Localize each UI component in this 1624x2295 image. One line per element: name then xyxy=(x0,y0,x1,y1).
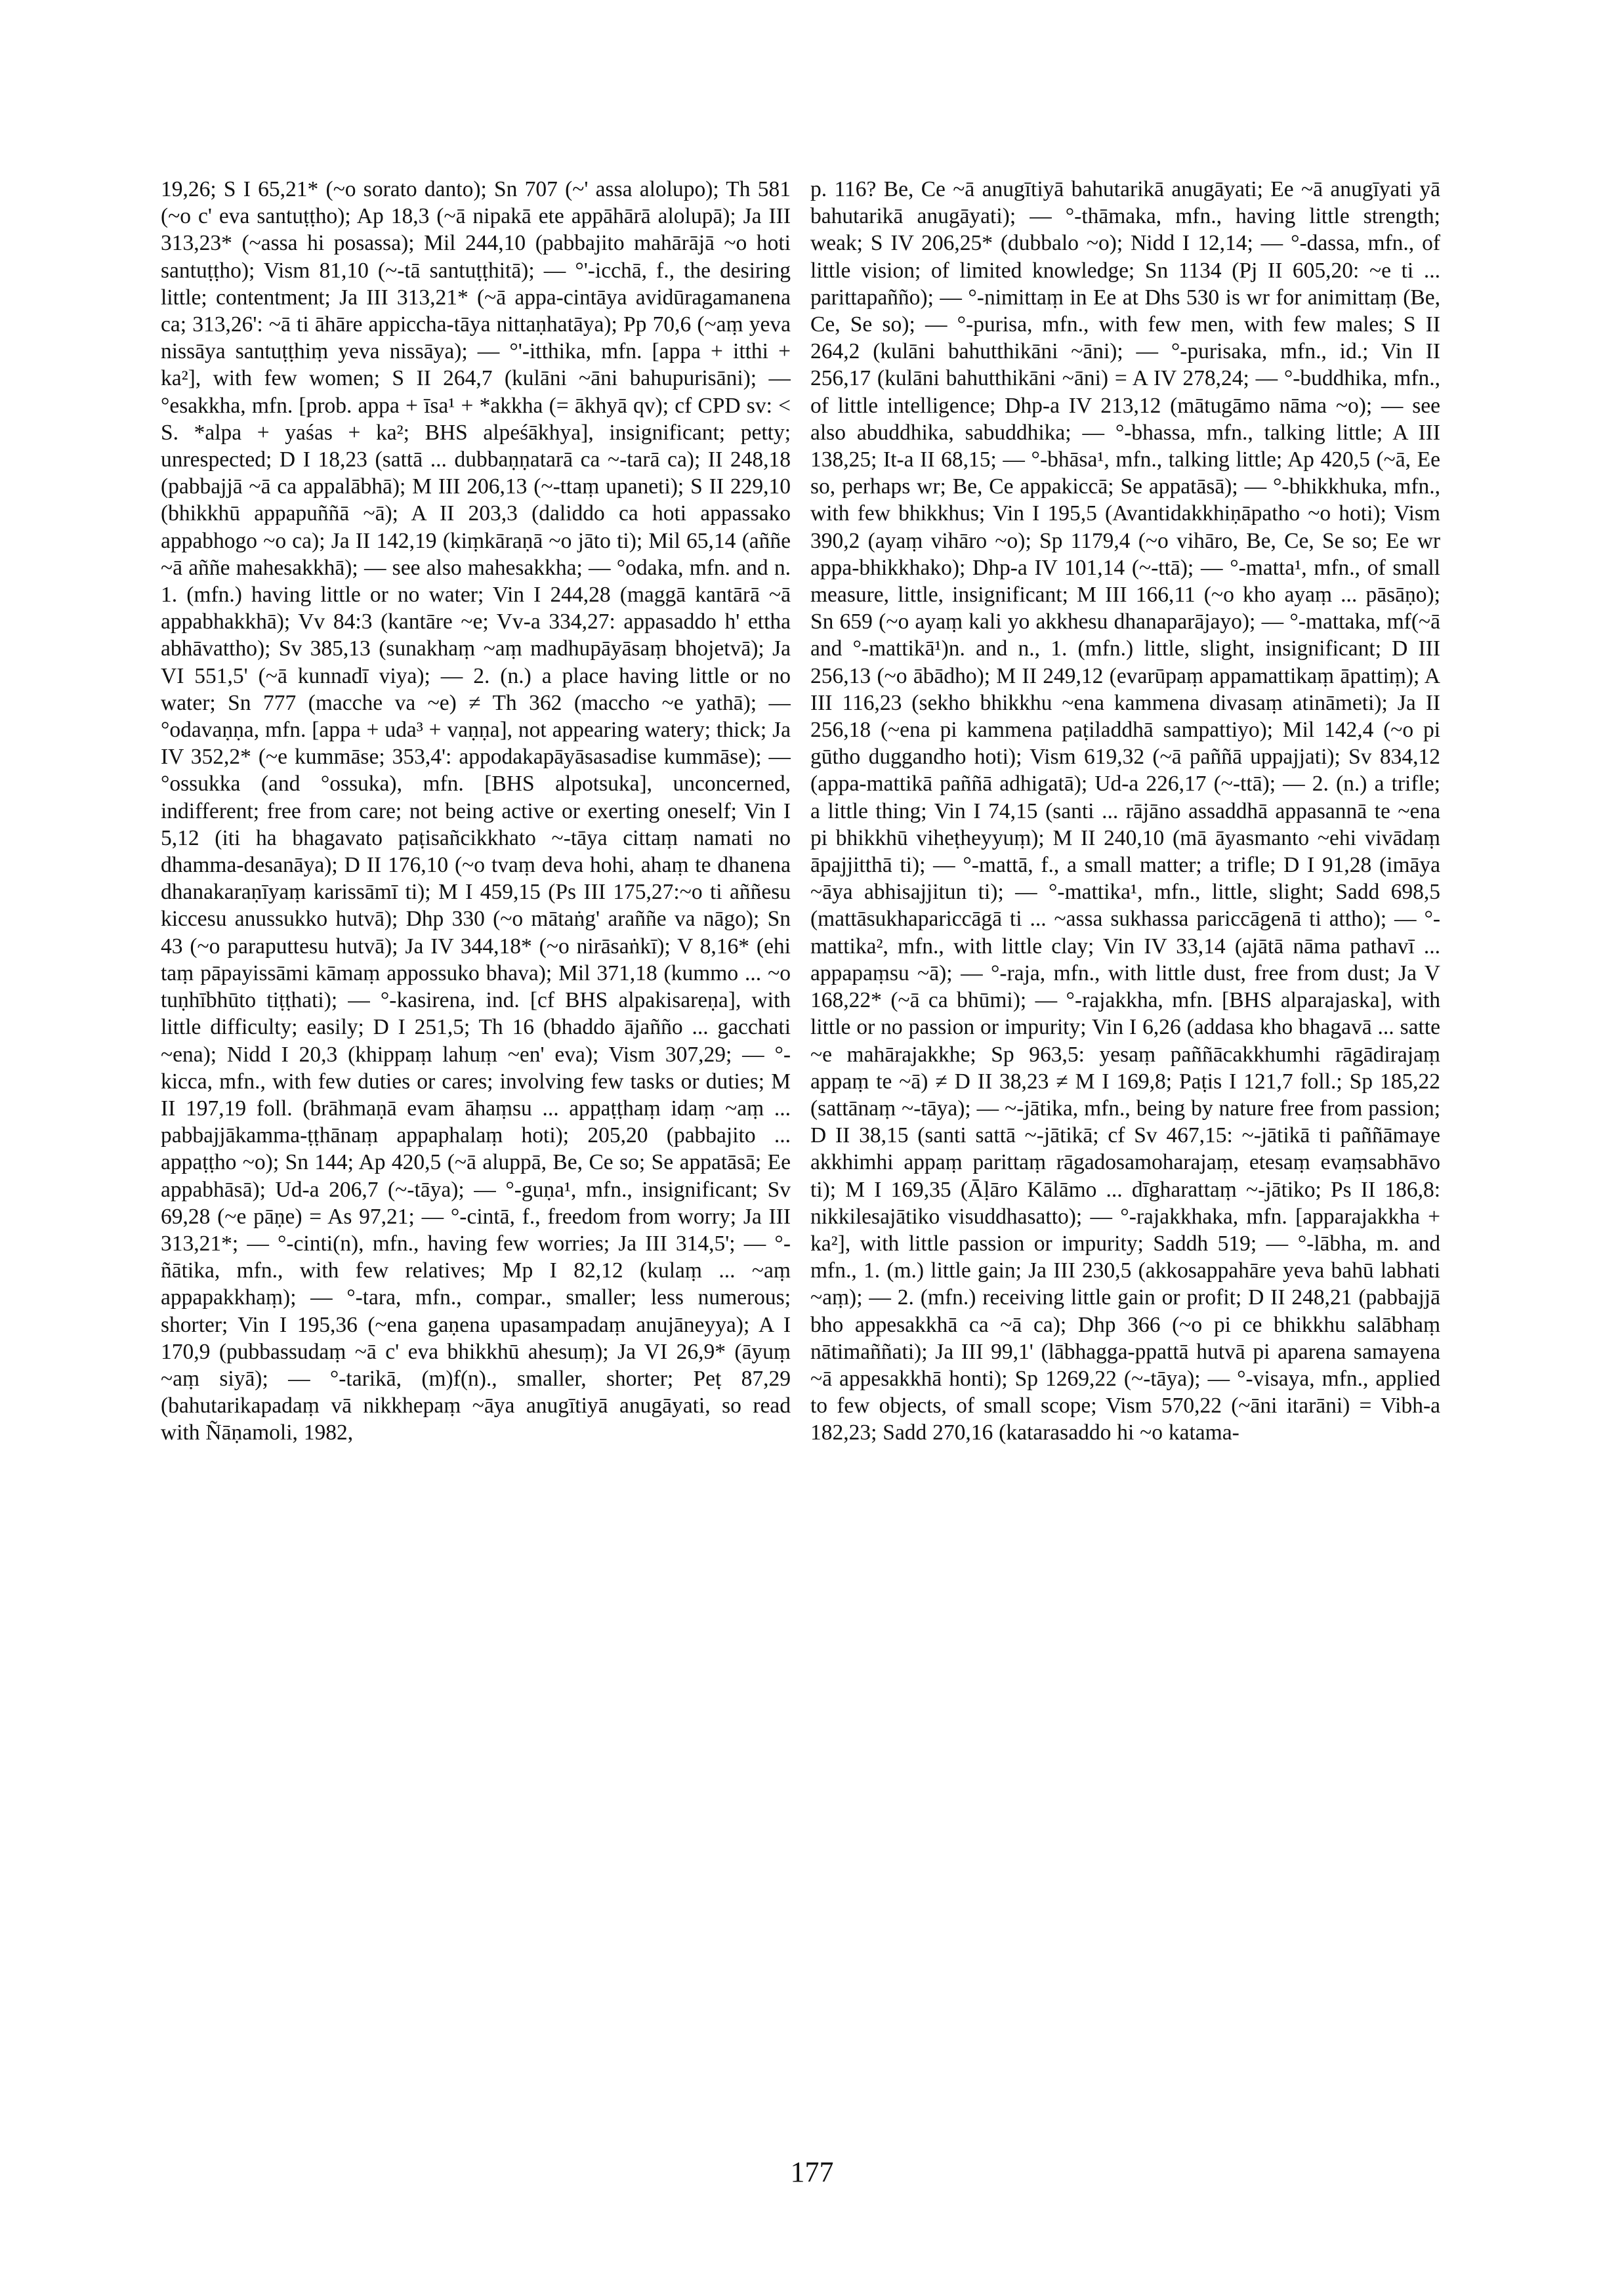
dictionary-column-left xyxy=(161,176,791,2105)
page-number: 177 xyxy=(790,2156,834,2188)
right-column-text: p. 116? Be, Ce ~ā anugītiyā bahutarikā anugāyati; Ee ~ā anugīyati yā bahutarikā anugāyati); — °-thāmaka, mfn., having little strength; weak; S IV 206,25* (dubbalo ~o); Nidd I 12,14; — °-dassa, mfn., of little vision; of limited knowledge; Sn 1134 (Pj II 605,20: ~e ti ... parittapañño); — °-nimittaṃ in Ee at Dhs 530 is wr for animittaṃ (Be, Ce, Se so); — °-purisa, mfn., with few men, with few males; S II 264,2 (kulāni bahutthikāni ~āni); — °-purisaka, mfn., id.; Vin II 256,17 (kulāni bahutthikāni ~āni) = A IV 278,24; — °-buddhika, mfn., of little intelligence; Dhp-a IV 213,12 (mātugāmo nāma ~o); — see also abuddhika, sabuddhika; — °-bhassa, mfn., talking little; A III 138,25; It-a II 68,15; — °-bhāsa¹, mfn., talking little; Ap 420,5 (~ā, Ee so, perhaps wr; Be, Ce appakiccā; Se appatāsā); — °-bhikkhuka, mfn., with few bhikkhus; Vin I 195,5 (Avantidakkhiṇāpatho ~o hoti); Vism 390,2 (ayaṃ vihāro ~o); Sp 1179,4 (~o vihāro, Be, Ce, Se so; Ee wr appa-bhikkhako); Dhp-a IV 101,14 (~-ttā); — °-matta¹, mfn., of small measure, little, insignificant; M III 166,11 (~o kho ayaṃ ... pāsāṇo); Sn 659 (~o ayaṃ kali yo akkhesu dhanaparājayo); — °-mattaka, mf(~ā and °-mattikā¹)n. and n., 1. (mfn.) little, slight, insignificant; D III 256,13 (~o ābādho); M II 249,12 (evarūpaṃ appamattikaṃ āpattiṃ); A III 116,23 (sekho bhikkhu ~ena kammena divasaṃ atināmeti); Ja II 256,18 (~ena pi kammena paṭiladdhā sampattiyo); Mil 142,4 (~o pi gūtho duggandho hoti); Vism 619,32 (~ā paññā uppajjati); Sv 834,12 (appa-mattikā paññā adhigatā); Ud-a 226,17 (~-ttā); — 2. (n.) a trifle; a little thing; Vin I 74,15 (santi ... rājāno assaddhā appasannā te ~ena pi bhikkhū viheṭheyyuṃ); M II 240,10 (mā āyasmanto ~ehi vivādaṃ āpajjitthā ti); — °-mattā, f., a small matter; a trifle; D I 91,28 (imāya ~āya abhisajjitun ti); — °-mattika¹, mfn., little, slight; Sadd 698,5 (mattāsukhapariccāgā ti ... ~assa sukhassa pariccāgenā ti attho); — °-mattika², mfn., with little clay; Vin IV 33,14 (ajātā nāma pathavī ... appapaṃsu ~ā); — °-raja, mfn., with little dust, free from dust; Ja V 168,22* (~ā ca bhūmi); — °-rajakkha, mfn. [BHS alparajaska], with little or no passion or impurity; Vin I 6,26 (addasa kho bhagavā ... satte ~e mahārajakkhe; Sp 963,5: yesaṃ paññācakkhumhi rāgādirajaṃ appaṃ te ~ā) ≠ D II 38,23 ≠ M I 169,8; Paṭis I 121,7 foll.; Sp 185,22 (sattānaṃ ~-tāya); — ~-jātika, mfn., being by nature free from passion; D II 38,15 (santi sattā ~-jātikā; cf Sv 467,15: ~-jātikā ti paññāmaye akkhimhi appaṃ parittaṃ rāgadosamoharajaṃ, etesaṃ evaṃsabhāvo ti); M I 169,35 (Āḷāro Kālāmo ... dīgharattaṃ ~-jātiko; Ps II 186,8: nikkilesajātiko visuddhasatto); — °-rajakkhaka, mfn. [apparajakkha + ka²], with little passion or impurity; Saddh 519; — °-lābha, m. and mfn., 1. (m.) little gain; Ja III 230,5 (akkosappahāre yeva bahū labhati ~aṃ); — 2. (mfn.) receiving little gain or profit; D II 248,21 (pabbajjā bho appesakkhā ca ~ā ca); Dhp 366 (~o pi ce bhikkhu salābhaṃ nātimaññati); Ja III 99,1' (lābhagga-ppattā hutvā pi aparena samayena ~ā appesakkhā honti); Sp 1269,22 (~-tāya); — °-visaya, mfn., applied to few objects, of small scope; Vism 570,22 (~āni itarāni) = Vibh-a 182,23; Sadd 270,16 (katarasaddo hi ~o katama- xyxy=(810,177,1440,1445)
dictionary-column-right xyxy=(810,176,1440,2105)
left-column-text: 19,26; S I 65,21* (~o sorato danto); Sn 707 (~' assa alolupo); Th 581 (~o c' eva santuṭṭho); Ap 18,3 (~ā nipakā ete appāhārā alolupā); Ja III 313,23* (~assa hi posassa); Mil 244,10 (pabbajito mahārājā ~o hoti santuṭṭho); Vism 81,10 (~-tā santuṭṭhitā); — °'-icchā, f., the desiring little; contentment; Ja III 313,21* (~ā appa-cintāya avidūragamanena ca; 313,26': ~ā ti āhāre appiccha-tāya nittaṇhatāya); Pp 70,6 (~aṃ yeva nissāya santuṭṭhiṃ yeva nissāya); — °'-itthika, mfn. [appa + itthi + ka²], with few women; S II 264,7 (kulāni ~āni bahupurisāni); — °esakkha, mfn. [prob. appa + īsa¹ + *akkha (= ākhyā qv); cf CPD sv: < S. *alpa + yaśas + ka²; BHS alpeśākhya], insignificant; petty; unrespected; D I 18,23 (sattā ... dubbaṇṇatarā ca ~-tarā ca); II 248,18 (pabbajjā ~ā ca appalābhā); M III 206,13 (~-ttaṃ upaneti); S II 229,10 (bhikkhū appapuññā ~ā); A II 203,3 (daliddo ca hoti appassako appabhogo ~o ca); Ja II 142,19 (kiṃkāraṇā ~o jāto ti); Mil 65,14 (aññe ~ā aññe mahesakkhā); — see also mahesakkha; — °odaka, mfn. and n. 1. (mfn.) having little or no water; Vin I 244,28 (maggā kantārā ~ā appabhakkhā); Vv 84:3 (kantāre ~e; Vv-a 334,27: appasaddo h' ettha abhāvattho); Sv 385,13 (sunakhaṃ ~aṃ madhupāyāsaṃ bhojetvā); Ja VI 551,5' (~ā kunnadī viya); — 2. (n.) a place having little or no water; Sn 777 (macche va ~e) ≠ Th 362 (maccho ~e yathā); — °odavaṇṇa, mfn. [appa + uda³ + vaṇṇa], not appearing watery; thick; Ja IV 352,2* (~e kummāse; 353,4': appodakapāyāsasadise kummāse); — °ossukka (and °ossuka), mfn. [BHS alpotsuka], unconcerned, indifferent; free from care; not being active or exerting oneself; Vin I 5,12 (iti ha bhagavato paṭisañcikkhato ~-tāya cittaṃ namati no dhamma-desanāya); D II 176,10 (~o tvaṃ deva hohi, ahaṃ te dhanena dhanakaraṇīyaṃ karissāmī ti); M I 459,15 (Ps III 175,27:~o ti aññesu kiccesu anussukko hutvā); Dhp 330 (~o mātaṅg' araññe va nāgo); Sn 43 (~o paraputtesu hutvā); Ja IV 344,18* (~o nirāsaṅkī); V 8,16* (ehi taṃ pāpayissāmi kāmaṃ appossuko bhava); Mil 371,18 (kummo ... ~o tuṇhībhūto tiṭṭhati); — °-kasirena, ind. [cf BHS alpakisareṇa], with little difficulty; easily; D I 251,5; Th 16 (bhaddo ājañño ... gacchati ~ena); Nidd I 20,3 (khippaṃ lahuṃ ~en' eva); Vism 307,29; — °-kicca, mfn., with few duties or cares; involving few tasks or duties; M II 197,19 foll. (brāhmaṇā evam āhaṃsu ... appaṭṭhaṃ idaṃ ~aṃ ... pabbajjākamma-ṭṭhānaṃ appaphalaṃ hoti); 205,20 (pabbajito ... appaṭṭho ~o); Sn 144; Ap 420,5 (~ā aluppā, Be, Ce so; Se appatāsā; Ee appabhāsā); Ud-a 206,7 (~-tāya); — °-guṇa¹, mfn., insignificant; Sv 69,28 (~e pāṇe) = As 97,21; — °-cintā, f., freedom from worry; Ja III 313,21*; — °-cinti(n), mfn., having few worries; Ja III 314,5'; — °-ñātika, mfn., with few relatives; Mp I 82,12 (kulaṃ ... ~aṃ appapakkhaṃ); — °-tara, mfn., compar., smaller; less numerous; shorter; Vin I 195,36 (~ena gaṇena upasampadaṃ anujāneyya); A I 170,9 (pubbassudaṃ ~ā c' eva bhikkhū ahesuṃ); Ja VI 26,9* (āyuṃ ~aṃ siyā); — °-tarikā, (m)f(n)., smaller, shorter; Peṭ 87,29 (bahutarikapadaṃ vā nikkhepaṃ ~āya anugītiyā anugāyati, so read with Ñāṇamoli, 1982, xyxy=(161,177,791,1445)
